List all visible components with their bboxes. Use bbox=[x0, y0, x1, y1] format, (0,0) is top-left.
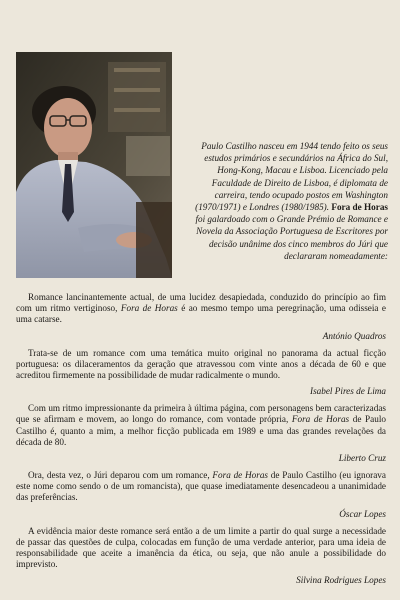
quote-text: Com um ritmo impressionante da primeira à última página, com personagens bem caracterizadas que se afirmam e movem, ao longo do romance, com vontade própria, bbox=[16, 403, 386, 425]
author-bio bbox=[186, 140, 388, 262]
author-photo bbox=[16, 52, 172, 278]
quote-book-title: Fora de Horas bbox=[291, 414, 350, 425]
quote-text: de Paulo Castilho é, quanto a mim, a melhor ficção publicada em 1989 e uma das grandes revelações da década de 80. bbox=[16, 414, 386, 447]
review-quote bbox=[16, 403, 386, 448]
quote-text: A evidência maior deste romance será então a de um limite a partir do qual surge a necessidade de passar das questões de culpa, colocadas em função de uma verdade anterior, para uma ideia de responsabilidade que aceite a imanência da ética, ou seja, que não anule a possibilidade do imprevisto. bbox=[16, 525, 386, 570]
review-author: Liberto Cruz bbox=[338, 453, 386, 464]
review-item bbox=[16, 348, 386, 398]
reviews-section bbox=[16, 292, 386, 592]
review-author: Silvina Rodrigues Lopes bbox=[296, 575, 386, 586]
author-portrait-image bbox=[16, 52, 172, 278]
quote-book-title: Fora de Horas bbox=[120, 303, 178, 314]
review-item bbox=[16, 470, 386, 520]
review-quote bbox=[16, 292, 386, 326]
bio-book-title: Fora de Horas bbox=[331, 202, 388, 213]
review-author: Óscar Lopes bbox=[339, 508, 386, 519]
review-quote bbox=[16, 348, 386, 382]
bio-text-part1: Paulo Castilho nasceu em 1944 tendo feito os seus estudos primários e secundários na África do Sul, Hong-Kong, Macau e Lisboa. Licenciado pela Faculdade de Direito de Lisboa, é diplomata de carreira, tendo ocupado postos em Washington (1970/1971) e Londres (1980/1985). bbox=[195, 141, 388, 213]
quote-text: é ao mesmo tempo uma peregrinação, uma odisseia e uma catarse. bbox=[16, 303, 386, 325]
quote-text: de Paulo Castilho (eu ignorava este nome como sendo o de um romancista), que quase imediatamente desencadeou a unanimidade das preferências. bbox=[16, 470, 386, 503]
review-item bbox=[16, 526, 386, 587]
quote-text: Trata-se de um romance com uma temática muito original no panorama da actual ficção portuguesa: os dilaceramentos da geração que atravessou com vinte anos a década de 60 e que acreditou firmemente na possibilidade de mudar radicalmente o mundo. bbox=[16, 347, 386, 381]
review-item bbox=[16, 403, 386, 464]
quote-text: Ora, desta vez, o Júri deparou com um romance, bbox=[28, 470, 213, 481]
review-author: Isabel Pires de Lima bbox=[310, 386, 386, 397]
review-author: António Quadros bbox=[322, 330, 386, 341]
bio-text-part2: foi galardoado com o Grande Prémio de Romance e Novela da Associação Portuguesa de Escritores por decisão unânime dos cinco membros do Júri que declararam nomeadamente: bbox=[195, 214, 388, 261]
quote-text: Romance lancinantemente actual, de uma lucidez desapiedada, conduzido do princípio ao fim com um ritmo vertiginoso, bbox=[16, 292, 386, 314]
review-item bbox=[16, 292, 386, 342]
review-quote bbox=[16, 526, 386, 571]
review-quote bbox=[16, 470, 386, 504]
quote-book-title: Fora de Horas bbox=[212, 470, 268, 481]
